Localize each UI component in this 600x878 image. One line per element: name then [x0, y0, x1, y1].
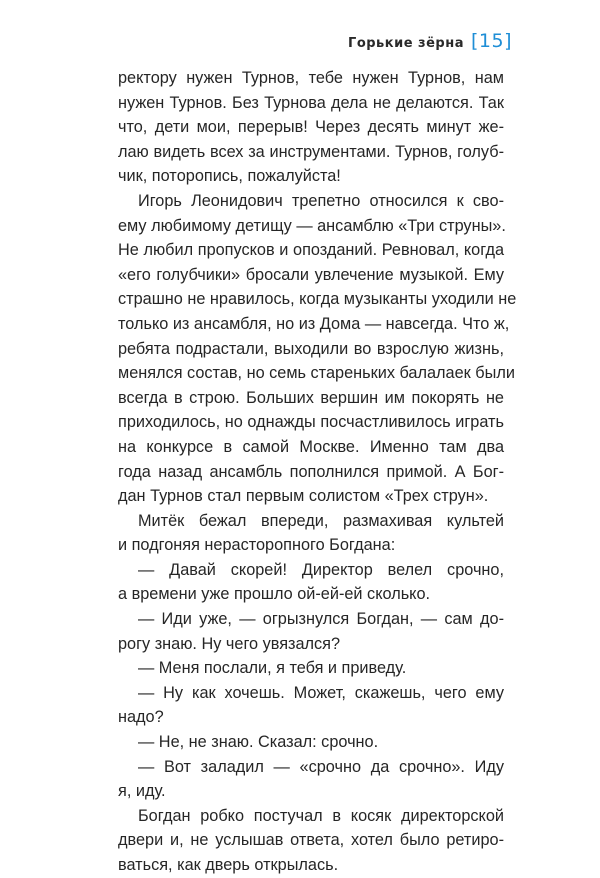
text-line: а времени уже прошло ой-ей-ей сколько. — [118, 585, 431, 604]
text-line: что, дети мои, перерыв! Через десять минут же- — [118, 118, 504, 137]
text-line: ребята подрастали, выходили во взрослую жизнь, — [118, 339, 504, 358]
text-line: нужен Турнов. Без Турнова дела не делаются. Так — [118, 93, 504, 112]
text-line: надо? — [118, 708, 164, 727]
text-line: — Ну как хочешь. Может, скажешь, чего ему — [138, 683, 504, 702]
text-line: Богдан робко постучал в косяк директорской — [138, 806, 504, 825]
text-line: страшно не нравилось, когда музыканты уходили не — [118, 290, 517, 309]
text-line: — Давай скорей! Директор велел срочно, — [138, 560, 504, 579]
text-line: менялся состав, но семь стареньких балалаек были — [118, 364, 515, 383]
text-line: ректору нужен Турнов, тебе нужен Турнов, нам — [118, 69, 504, 87]
text-line: дан Турнов стал первым солистом «Трех струн». — [118, 487, 489, 506]
text-line: «его голубчики» бросали увлечение музыкой. Ему — [118, 265, 504, 284]
text-line: Игорь Леонидович трепетно относился к сво- — [138, 191, 504, 210]
text-line: всегда в строю. Больших вершин им покорять не — [118, 388, 504, 407]
running-title: Горькие зёрна — [348, 36, 464, 51]
text-line: Митёк бежал впереди, размахивая культей — [138, 511, 504, 530]
text-line: на конкурсе в самой Москве. Именно там два — [118, 437, 504, 456]
text-line: только из ансамбля, но из Дома — навсегда. Что ж, — [118, 314, 510, 333]
page-number: [15] — [470, 30, 512, 52]
text-line: Не любил пропусков и опозданий. Ревновал, когда — [118, 241, 504, 260]
text-line: ему любимому детищу — ансамблю «Три струны». — [118, 216, 506, 235]
text-line: — Иди уже, — огрызнулся Богдан, — сам до- — [138, 610, 504, 629]
text-line: я, иду. — [118, 782, 166, 801]
text-line: — Меня послали, я тебя и приведу. — [138, 659, 407, 678]
text-line: ваться, как дверь открылась. — [118, 856, 339, 874]
text-line: двери и, не услышав ответа, хотел было ретиро- — [118, 831, 504, 850]
text-line: и подгоняя нерасторопного Богдана: — [118, 536, 396, 555]
text-line: приходилось, но однажды посчастливилось играть — [118, 413, 504, 432]
text-line: — Не, не знаю. Сказал: срочно. — [138, 733, 379, 752]
book-page-body — [118, 66, 517, 878]
text-line: чик, потoропись, пожалуйста! — [118, 167, 341, 186]
text-line: лаю видеть всех за инструментами. Турнов, голуб- — [118, 142, 504, 161]
text-line: — Вот заладил — «срочно да срочно». Иду — [138, 757, 504, 776]
text-line: рогу знаю. Ну чего увязался? — [118, 634, 341, 653]
text-line: года назад ансамбль пополнился примой. А Бог- — [118, 462, 504, 481]
running-header — [348, 30, 512, 52]
